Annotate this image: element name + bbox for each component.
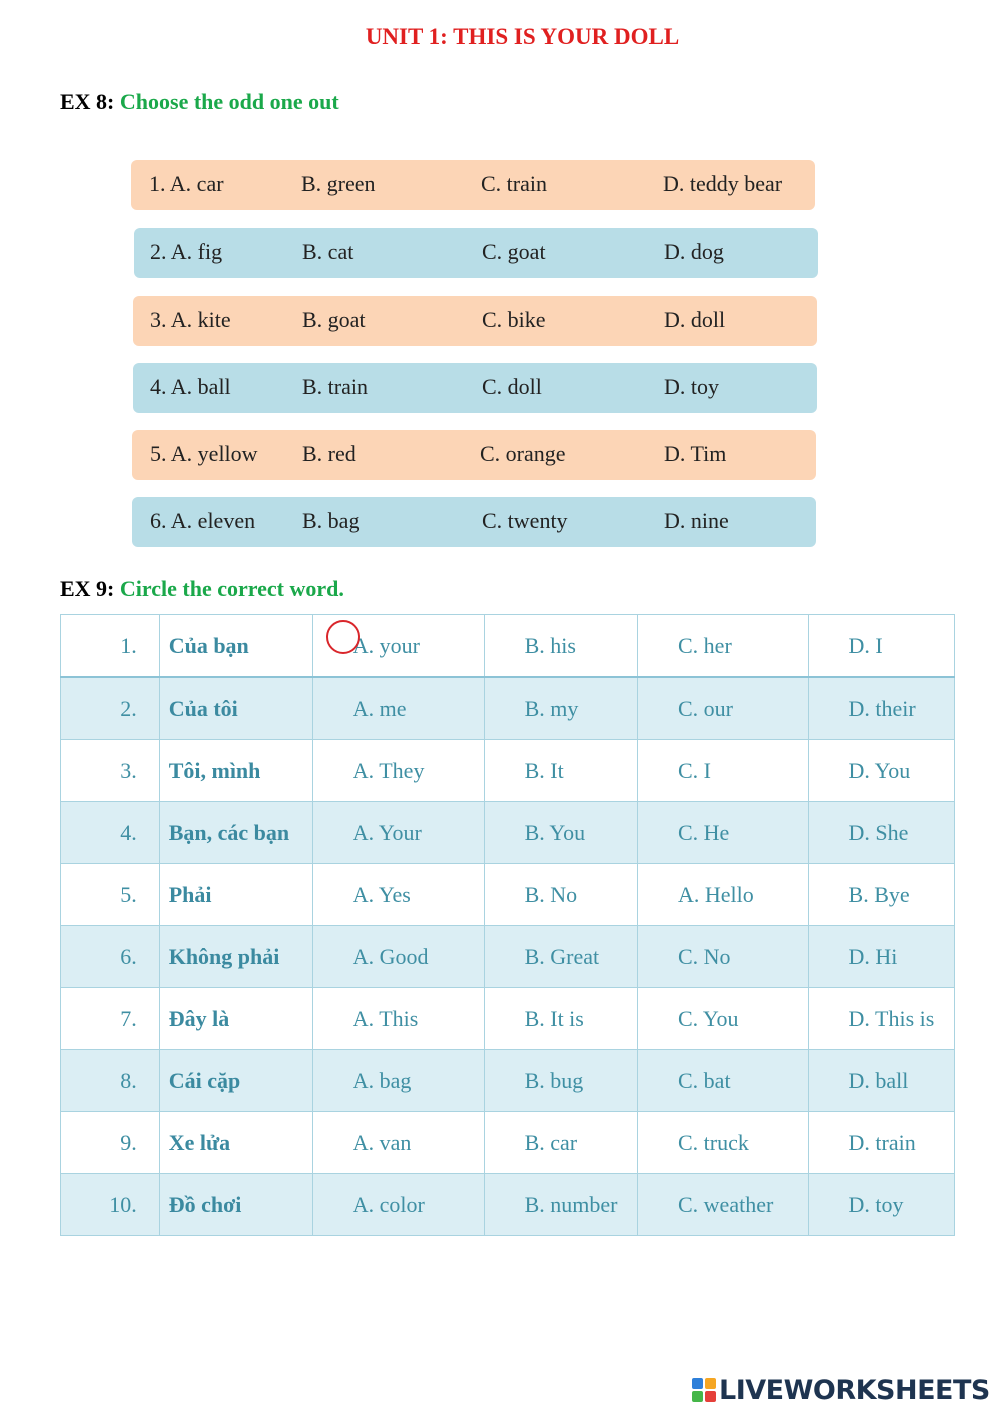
vietnamese-word: Bạn, các bạn	[159, 802, 312, 864]
option-b[interactable]: B. number	[484, 1174, 637, 1236]
option-d[interactable]: D. She	[808, 802, 954, 864]
table-row	[61, 677, 955, 740]
ex8-option[interactable]: C. doll	[482, 374, 542, 399]
table-row	[61, 864, 955, 926]
option-c[interactable]: A. Hello	[638, 864, 809, 926]
vietnamese-word: Của bạn	[159, 615, 312, 678]
liveworksheets-logo	[692, 1374, 990, 1406]
option-a[interactable]: A. color	[312, 1174, 484, 1236]
ex8-row-6	[132, 497, 816, 547]
row-number: 1.	[61, 615, 160, 678]
vietnamese-word: Xe lửa	[159, 1112, 312, 1174]
vietnamese-word: Không phải	[159, 926, 312, 988]
ex8-option[interactable]: B. bag	[302, 508, 360, 533]
option-c[interactable]: C. weather	[638, 1174, 809, 1236]
row-number: 2.	[61, 677, 160, 740]
option-b[interactable]: B. Great	[484, 926, 637, 988]
page-title: UNIT 1: THIS IS YOUR DOLL	[365, 24, 680, 49]
ex8-option[interactable]: B. green	[301, 171, 376, 196]
option-c[interactable]: C. our	[638, 677, 809, 740]
ex9-heading	[60, 576, 344, 602]
option-a[interactable]: A. They	[312, 740, 484, 802]
option-b[interactable]: B. It	[484, 740, 637, 802]
table-row	[61, 926, 955, 988]
vietnamese-word: Phải	[159, 864, 312, 926]
option-a[interactable]: A. bag	[312, 1050, 484, 1112]
ex8-option[interactable]: B. cat	[302, 239, 354, 264]
ex9-label: EX 9:	[60, 576, 115, 601]
ex8-option[interactable]: 3. A. kite	[150, 307, 231, 332]
ex8-option[interactable]: D. dog	[664, 239, 724, 264]
vietnamese-word: Cái cặp	[159, 1050, 312, 1112]
vietnamese-word: Đây là	[159, 988, 312, 1050]
option-b[interactable]: B. his	[484, 615, 637, 678]
logo-tile	[705, 1378, 716, 1389]
table-row	[61, 1112, 955, 1174]
option-b[interactable]: B. bug	[484, 1050, 637, 1112]
ex8-option[interactable]: D. teddy bear	[663, 171, 783, 196]
table-row	[61, 988, 955, 1050]
option-c[interactable]: C. He	[638, 802, 809, 864]
option-c[interactable]: C. truck	[638, 1112, 809, 1174]
ex8-row-1	[131, 160, 815, 210]
row-number: 10.	[61, 1174, 160, 1236]
ex8-heading	[60, 89, 339, 115]
option-a[interactable]: A. This	[312, 988, 484, 1050]
option-c[interactable]: C. You	[638, 988, 809, 1050]
vietnamese-word: Của tôi	[159, 677, 312, 740]
logo-icon	[692, 1378, 716, 1402]
option-d[interactable]: B. Bye	[808, 864, 954, 926]
ex8-option[interactable]: D. toy	[664, 374, 719, 399]
ex9-table	[60, 614, 955, 1236]
option-c[interactable]: C. her	[638, 615, 809, 678]
row-number: 8.	[61, 1050, 160, 1112]
logo-text: LIVEWORKSHEETS	[719, 1374, 990, 1406]
ex8-option[interactable]: C. twenty	[482, 508, 568, 533]
ex8-option[interactable]: B. train	[302, 374, 368, 399]
table-row	[61, 615, 955, 678]
table-row	[61, 1050, 955, 1112]
table-row	[61, 1174, 955, 1236]
option-d[interactable]: D. This is	[808, 988, 954, 1050]
logo-tile	[692, 1378, 703, 1389]
row-number: 3.	[61, 740, 160, 802]
ex8-option[interactable]: 2. A. fig	[150, 239, 223, 264]
option-d[interactable]: D. Hi	[808, 926, 954, 988]
option-b[interactable]: B. You	[484, 802, 637, 864]
ex8-option[interactable]: B. red	[302, 441, 356, 466]
option-a[interactable]: A. me	[312, 677, 484, 740]
option-c[interactable]: C. I	[638, 740, 809, 802]
option-a[interactable]: A. Your	[312, 802, 484, 864]
ex8-option[interactable]: C. goat	[482, 239, 546, 264]
ex8-row-2	[134, 228, 818, 278]
vietnamese-word: Tôi, mình	[159, 740, 312, 802]
option-d[interactable]: D. their	[808, 677, 954, 740]
ex8-label: EX 8:	[60, 89, 115, 114]
option-c[interactable]: C. No	[638, 926, 809, 988]
row-number: 9.	[61, 1112, 160, 1174]
option-d[interactable]: D. ball	[808, 1050, 954, 1112]
option-b[interactable]: B. It is	[484, 988, 637, 1050]
row-number: 5.	[61, 864, 160, 926]
ex8-option[interactable]: C. train	[481, 171, 547, 196]
ex8-option[interactable]: D. nine	[664, 508, 729, 533]
ex8-option[interactable]: 1. A. car	[149, 171, 224, 196]
ex8-option[interactable]: 5. A. yellow	[150, 441, 258, 466]
option-c[interactable]: C. bat	[638, 1050, 809, 1112]
logo-tile	[705, 1391, 716, 1402]
row-number: 7.	[61, 988, 160, 1050]
ex8-option[interactable]: 4. A. ball	[150, 374, 231, 399]
option-b[interactable]: B. car	[484, 1112, 637, 1174]
ex8-instruction: Choose the odd one out	[119, 89, 339, 114]
option-a[interactable]: A. Good	[312, 926, 484, 988]
ex8-option[interactable]: D. doll	[664, 307, 726, 332]
option-b[interactable]: B. my	[484, 677, 637, 740]
ex8-option[interactable]: D. Tim	[664, 441, 727, 466]
table-row	[61, 740, 955, 802]
option-a[interactable]: A. Yes	[312, 864, 484, 926]
ex8-option[interactable]: C. orange	[480, 441, 566, 466]
ex8-row-5	[132, 430, 816, 480]
option-a[interactable]: A. your	[312, 615, 484, 678]
row-number: 4.	[61, 802, 160, 864]
ex8-row-3	[133, 296, 817, 346]
option-d[interactable]: D. train	[808, 1112, 954, 1174]
option-b[interactable]: B. No	[484, 864, 637, 926]
answer-circle-mark	[326, 620, 360, 654]
option-d[interactable]: D. toy	[808, 1174, 954, 1236]
ex8-option[interactable]: C. bike	[482, 307, 546, 332]
logo-tile	[692, 1391, 703, 1402]
table-row	[61, 802, 955, 864]
ex9-instruction: Circle the correct word.	[119, 576, 344, 601]
option-a[interactable]: A. van	[312, 1112, 484, 1174]
option-d[interactable]: D. You	[808, 740, 954, 802]
vietnamese-word: Đồ chơi	[159, 1174, 312, 1236]
ex8-option[interactable]: 6. A. eleven	[150, 508, 256, 533]
option-d[interactable]: D. I	[808, 615, 954, 678]
ex8-option[interactable]: B. goat	[302, 307, 366, 332]
ex8-row-4	[133, 363, 817, 413]
row-number: 6.	[61, 926, 160, 988]
